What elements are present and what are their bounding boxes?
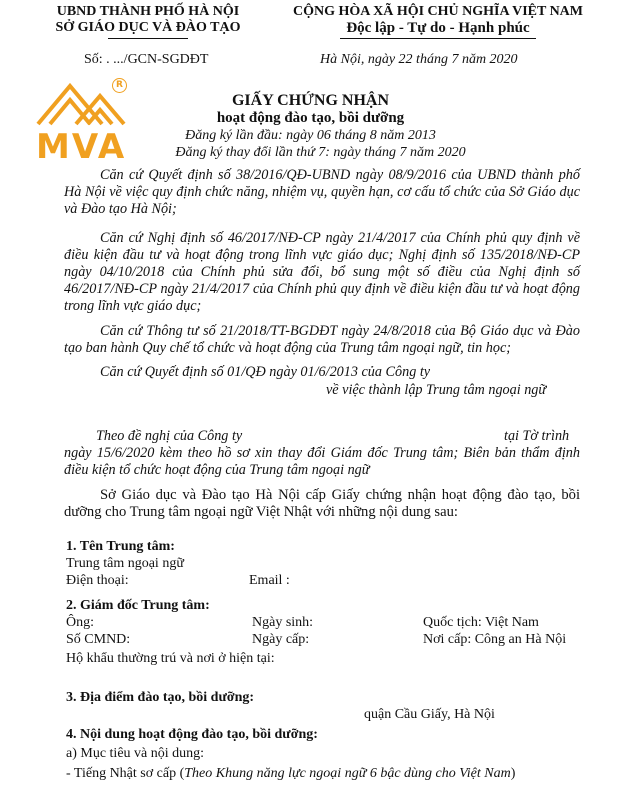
issuer-line2: SỞ GIÁO DỤC VÀ ĐÀO TẠO	[55, 20, 241, 35]
section3-heading: 3. Địa điểm đào tạo, bồi dưỡng:	[66, 690, 255, 705]
decision-line2: về việc thành lập Trung tâm ngoại ngữ	[326, 382, 547, 398]
item-prefix: - Tiếng Nhật sơ cấp (	[66, 766, 185, 781]
director-nationality: Quốc tịch: Việt Nam	[423, 615, 539, 630]
director-dob-label: Ngày sinh:	[252, 615, 314, 630]
item-suffix: )	[510, 766, 516, 781]
first-registration: Đăng ký lần đầu: ngày 06 tháng 8 năm 2013	[185, 128, 436, 143]
preamble-paragraph-3: Căn cứ Thông tư số 21/2018/TT-BGDĐT ngày 24/8/2018 của Bộ Giáo dục và Đào tạo ban hành Quy chế tổ chức và hoạt động của Trung tâm ngoại ngữ, tin học;	[64, 323, 580, 356]
proposal-paragraph: ngày 15/6/2020 kèm theo hồ sơ xin thay đổi Giám đốc Trung tâm; Biên bản thẩm định điều kiện tổ chức hoạt động của Trung tâm ngoại ngữ	[64, 445, 580, 478]
motto-underline	[340, 38, 536, 39]
preamble-paragraph-1: Căn cứ Quyết định số 38/2016/QĐ-UBND ngày 08/9/2016 của UBND thành phố Hà Nội về việc quy định chức năng, nhiệm vụ, quyền hạn, cơ cấu tổ chức của Sở Giáo dục và Đào tạo Hà Nội;	[64, 167, 580, 217]
change-registration: Đăng ký thay đổi lần thứ 7: ngày tháng 7 năm 2020	[175, 145, 466, 160]
section4-sub-a: a) Mục tiêu và nội dung:	[66, 746, 205, 761]
document-number: Số: . .../GCN-SGDĐT	[84, 52, 209, 67]
section4-item-japanese	[66, 766, 515, 782]
training-location: quận Cầu Giấy, Hà Nội	[364, 707, 495, 722]
id-issue-place: Nơi cấp: Công an Hà Nội	[423, 632, 567, 647]
certificate-title: GIẤY CHỨNG NHẬN	[231, 92, 390, 109]
decision-line1: Căn cứ Quyết định số 01/QĐ ngày 01/6/2013 của Công ty	[100, 364, 431, 380]
preamble-paragraph-2: Căn cứ Nghị định số 46/2017/NĐ-CP ngày 21/4/2017 của Chính phủ quy định về điều kiện đầu tư và hoạt động trong lĩnh vực giáo dục; Nghị định số 135/2018/NĐ-CP ngày 04/10/2018 của Chính phủ sửa đổi, bổ sung một số điều của Nghị định số 46/2017/NĐ-CP ngày 21/4/2017 của Chính phủ quy định về điều kiện đầu tư và hoạt động trong lĩnh vực giáo dục;	[64, 230, 580, 314]
section1-heading: 1. Tên Trung tâm:	[66, 539, 175, 554]
certificate-subtitle: hoạt động đào tạo, bồi dưỡng	[216, 110, 405, 126]
director-address-label: Hộ khẩu thường trú và nơi ở hiện tại:	[66, 651, 275, 666]
center-name: Trung tâm ngoại ngữ	[66, 556, 184, 571]
registered-mark: R	[112, 78, 127, 93]
section2-heading: 2. Giám đốc Trung tâm:	[66, 598, 210, 613]
email-label: Email :	[249, 573, 290, 588]
issuer-line1: UBND THÀNH PHỐ HÀ NỘI	[56, 4, 240, 19]
director-name-label: Ông:	[66, 615, 94, 630]
nation-motto: Độc lập - Tự do - Hạnh phúc	[346, 20, 530, 36]
proposal-line1-right: tại Tờ trình	[504, 428, 570, 444]
logo-wordmark: MVA	[36, 127, 127, 167]
section4-heading: 4. Nội dung hoạt động đào tạo, bồi dưỡng:	[66, 727, 318, 742]
phone-label: Điện thoại:	[66, 573, 129, 588]
item-framework: Theo Khung năng lực ngoại ngữ 6 bậc dùng cho Việt Nam	[184, 766, 511, 781]
id-issue-date-label: Ngày cấp:	[252, 632, 310, 647]
director-id-label: Số CMND:	[66, 632, 131, 647]
proposal-line1-left: Theo đề nghị của Công ty	[96, 428, 243, 444]
nation-line1: CỘNG HÒA XÃ HỘI CHỦ NGHĨA VIỆT NAM	[292, 4, 583, 19]
document-date: Hà Nội, ngày 22 tháng 7 năm 2020	[320, 52, 518, 67]
grant-paragraph: Sở Giáo dục và Đào tạo Hà Nội cấp Giấy chứng nhận hoạt động đào tạo, bồi dưỡng cho Trung tâm ngoại ngữ Việt Nhật với những nội dung sau:	[64, 487, 580, 520]
issuer-underline	[108, 38, 188, 39]
